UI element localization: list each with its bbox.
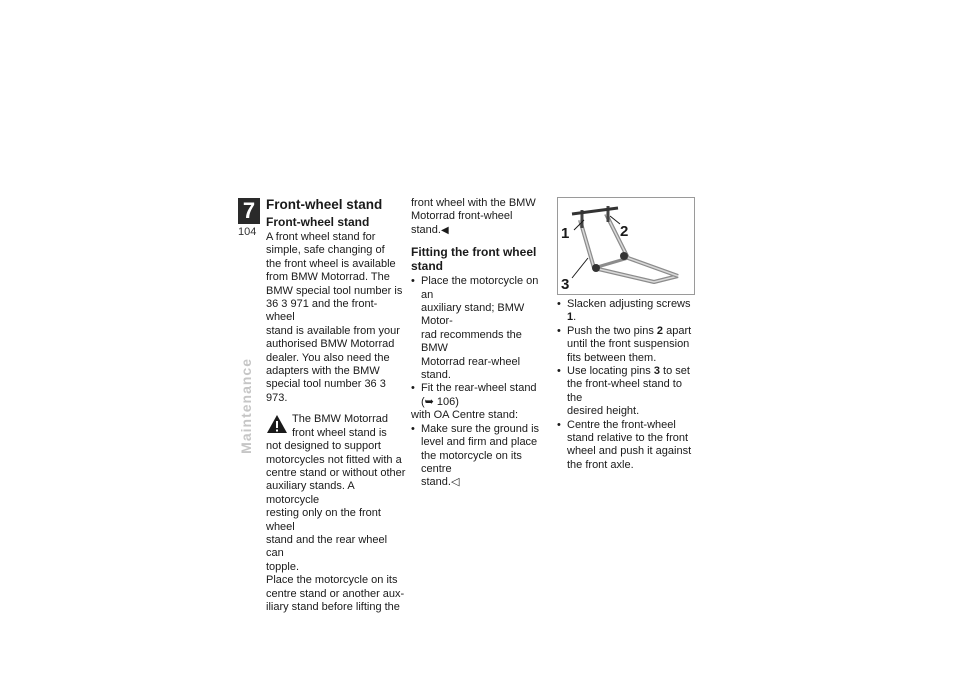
page-title: Front-wheel stand	[266, 197, 383, 212]
text-line: stand.◁	[421, 476, 460, 489]
fitting-heading: Fitting the front wheel stand	[411, 245, 537, 274]
text-line: 36 3 971 and the front-wheel	[266, 298, 378, 324]
continuation-paragraph	[411, 197, 551, 237]
text-line	[411, 210, 551, 237]
callout-1: 1	[561, 225, 570, 242]
intro-paragraph	[266, 231, 406, 405]
warning-line: The BMW Motorrad	[292, 413, 388, 426]
warning-line: centre stand or without other	[266, 466, 406, 479]
text-line: • Centre the front-wheel	[567, 418, 676, 431]
text-line: the front wheel is available	[266, 257, 396, 270]
text-span: to set	[663, 365, 690, 378]
callout-ref: 3	[653, 365, 660, 378]
page-reference-link[interactable]: (➥ 106)	[421, 395, 459, 408]
warning-line: Place the motorcycle on its	[266, 574, 398, 587]
list-item	[557, 365, 697, 419]
callout-3: 3	[561, 276, 570, 293]
text-line: adapters with the BMW	[266, 365, 380, 378]
warning-line: front wheel stand is	[292, 426, 387, 439]
column-2	[411, 197, 551, 490]
text-line: until the front suspension	[567, 338, 690, 351]
warning-line: iliary stand before lifting the	[266, 600, 400, 613]
text-line: from BMW Motorrad. The	[266, 271, 390, 284]
text-span: Use locating pins	[567, 365, 651, 378]
list-item	[411, 275, 551, 382]
front-wheel-stand-figure	[557, 197, 695, 295]
text-span: Slacken adjusting screws	[567, 298, 691, 310]
text-line: authorised BMW Motorrad	[266, 338, 395, 351]
adjustment-steps	[557, 298, 697, 472]
list-item	[411, 382, 551, 409]
warning-triangle-icon	[266, 414, 288, 434]
page-number: 104	[238, 226, 257, 238]
fitting-steps	[411, 275, 551, 409]
text-line: dealer. You also need the	[266, 351, 390, 364]
text-span: .	[573, 311, 577, 324]
warning-line: topple.	[266, 560, 300, 573]
list-item	[557, 325, 697, 365]
text-line: stand relative to the front	[567, 432, 689, 445]
text-line: stand is available from your	[266, 324, 400, 337]
warning-line: auxiliary stands. A motorcycle	[266, 480, 355, 506]
text-span: Motorrad front-wheel stand.	[411, 210, 513, 236]
warning-line: stand and the rear wheel can	[266, 533, 388, 560]
warning-line: motorcycles not fitted with a	[266, 453, 402, 466]
centre-stand-steps	[411, 423, 551, 490]
text-line: • Place the motorcycle on an	[421, 275, 539, 301]
text-line: desired height.	[567, 405, 640, 418]
text-line: • Fit the rear-wheel stand	[421, 382, 537, 395]
list-item	[557, 298, 697, 325]
list-item	[557, 419, 697, 473]
section-subtitle: Front-wheel stand	[266, 215, 370, 229]
condition-label: with OA Centre stand:	[411, 409, 518, 422]
text-line: the front-wheel stand to the	[567, 378, 682, 404]
warning-block	[266, 413, 406, 614]
text-line: the motorcycle on its centre	[421, 449, 522, 475]
callout-ref: 2	[656, 324, 664, 337]
text-line	[567, 325, 697, 338]
text-line: rad recommends the BMW	[421, 328, 522, 355]
text-line	[567, 365, 697, 378]
handle-bar-icon	[572, 208, 618, 214]
text-line: auxiliary stand; BMW Motor-	[421, 302, 525, 328]
text-line: A front wheel stand for	[266, 231, 376, 243]
warning-line: not designed to support	[266, 440, 381, 453]
text-line: simple, safe changing of	[266, 244, 385, 257]
text-line: wheel and push it against	[567, 445, 692, 458]
chapter-number: 7	[238, 198, 260, 224]
front-wheel-stand-illustration	[558, 198, 694, 294]
text-line: • Make sure the ground is	[421, 422, 540, 435]
column-3	[557, 298, 697, 472]
text-line: BMW special tool number is	[266, 284, 403, 297]
column-1	[266, 197, 406, 614]
text-line: front wheel with the BMW	[411, 197, 536, 209]
text-line: Motorrad rear-wheel stand.	[421, 355, 521, 382]
text-span: Push the two pins	[567, 324, 654, 337]
stand-arm-icon	[606, 214, 678, 276]
warning-line: centre stand or another aux-	[266, 587, 405, 600]
text-span: apart	[666, 324, 692, 337]
callout-2: 2	[620, 223, 629, 240]
warning-line: resting only on the front wheel	[266, 507, 381, 533]
end-of-section-icon: ◀	[440, 224, 449, 236]
section-label: Maintenance	[238, 358, 254, 454]
text-line: level and firm and place	[421, 436, 538, 449]
text-line: special tool number 36 3 973.	[266, 378, 386, 404]
wheel-icon	[592, 264, 600, 272]
text-line: fits between them.	[567, 351, 657, 364]
wheel-icon	[620, 252, 628, 260]
text-line: the front axle.	[567, 458, 634, 471]
list-item	[411, 423, 551, 490]
callout-ref: 1	[567, 311, 574, 324]
